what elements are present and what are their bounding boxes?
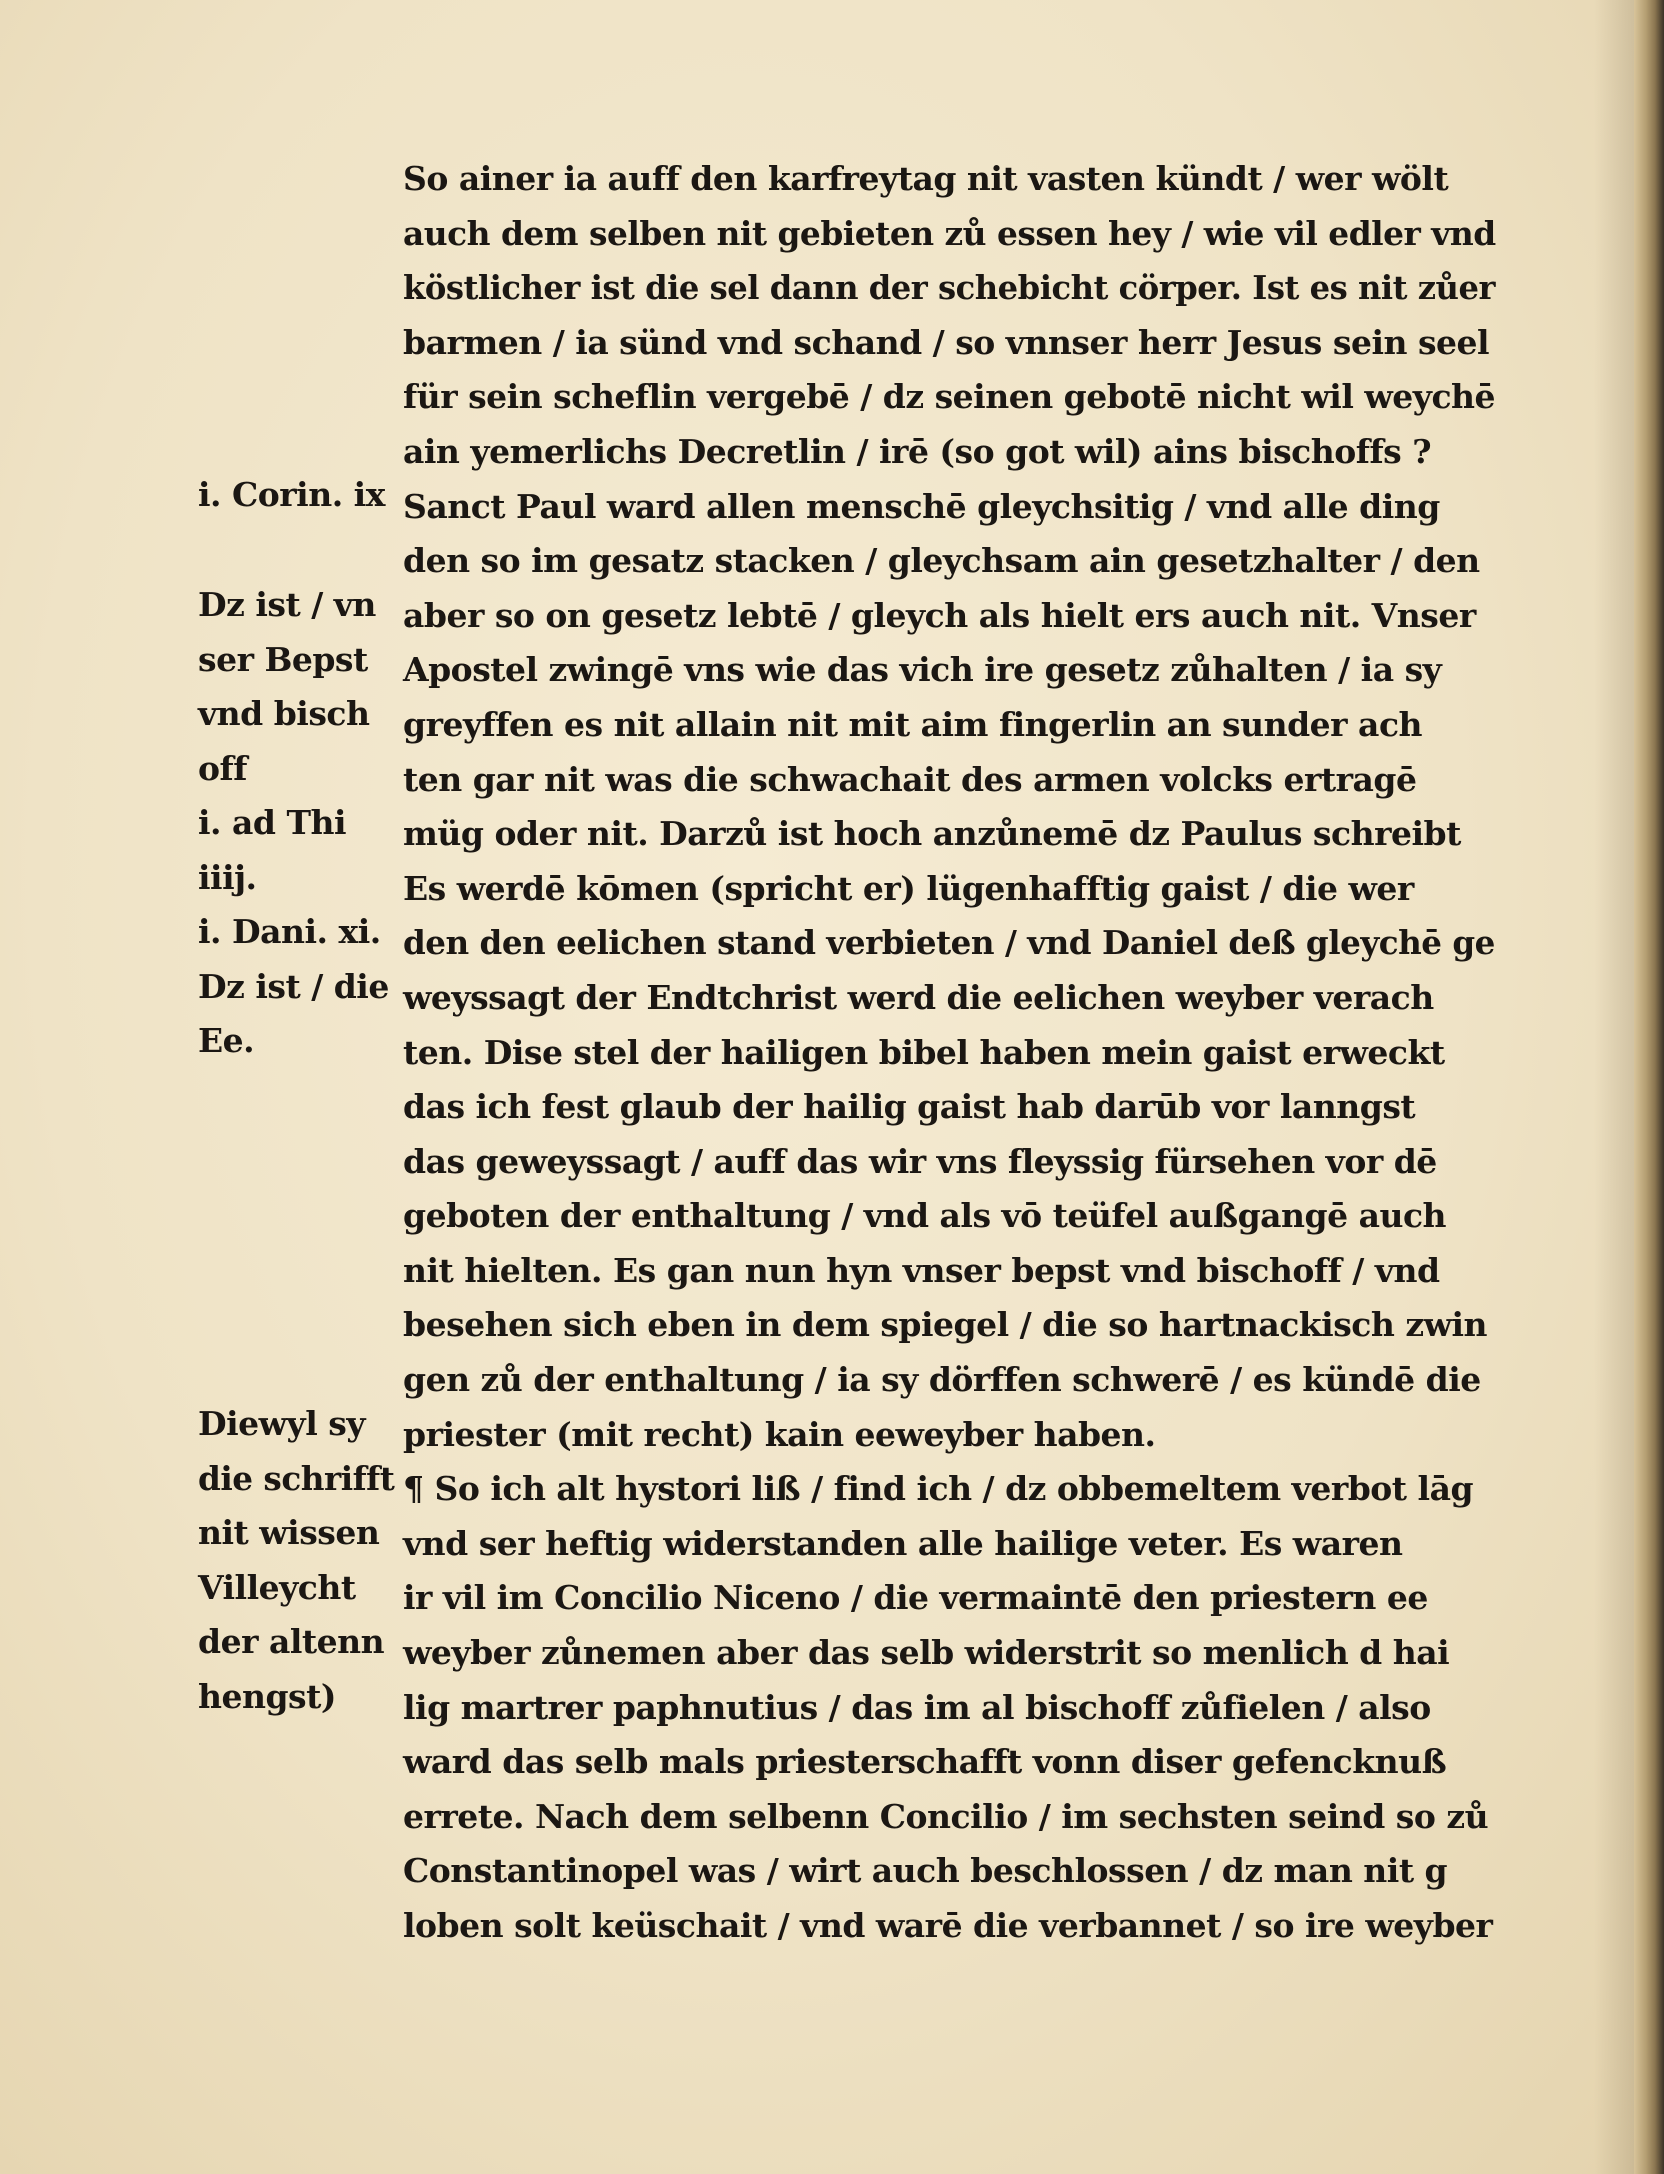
text-line: greyffen es nit allain nit mit aim fingerlin an sunder ach [403,704,1423,744]
margin-note-line: ser Bepst [198,639,368,679]
margin-note-popes [198,578,398,796]
margin-note-line: Dz ist / vn [198,585,376,624]
text-line: gen zů der enthaltung / ia sy dörffen schwerē / es kündē die [403,1360,1481,1400]
text-line: barmen / ia sünd vnd schand / so vnnser herr Jesus sein seel [403,322,1490,362]
text-line: ¶ So ich alt hystori liß / find ich / dz obbemeltem verbot lāg [403,1469,1474,1509]
text-line: ain yemerlichs Decretlin / irē (so got wil) ains bischoffs ? [403,431,1432,471]
page-gutter-shadow [1594,0,1634,2174]
margin-note-line: Ee. [198,1021,255,1061]
text-line: Apostel zwingē vns wie das vich ire gesetz zůhalten / ia sy [403,650,1442,690]
text-line: Constantinopel was / wirt auch beschlossen / dz man nit g [403,1851,1448,1891]
margin-note-line: der altenn [198,1622,385,1662]
margin-note-line: i. ad Thi [198,803,347,842]
margin-note-line: Villeycht [198,1567,356,1607]
margin-note-line: iiij. [198,857,257,897]
text-line: geboten der enthaltung / vnd als vō teüfel außgangē auch [403,1196,1447,1236]
text-line: für sein scheflin vergebē / dz seinen gebotē nicht wil weychē [403,377,1496,417]
margin-note-line: nit wissen [198,1513,380,1553]
text-line: auch dem selben nit gebieten zů essen hey / wie vil edler vnd [403,213,1496,253]
text-line: müg oder nit. Darzů ist hoch anzůnemē dz Paulus schreibt [403,814,1461,854]
margin-note-corinthians [198,468,398,523]
margin-note-line: die schrifft [198,1458,395,1498]
margin-note-line: hengst) [198,1676,336,1716]
text-line: loben solt keüschait / vnd warē die verbannet / so ire weyber [403,1906,1493,1945]
text-line: Es werdē kōmen (spricht er) lügenhafftig gaist / die wer [403,868,1414,908]
text-line: So ainer ia auff den karfreytag nit vasten kündt / wer wölt [403,159,1449,198]
text-line: ir vil im Concilio Niceno / die vermaintē den priestern ee [403,1578,1428,1618]
text-line: den den eelichen stand verbieten / vnd Daniel deß gleychē ge [403,923,1495,963]
margin-note-line: Diewyl sy [198,1404,366,1443]
text-line: aber so on gesetz lebtē / gleych als hielt ers auch nit. Vnser [403,595,1476,635]
margin-note-line: Dz ist / die [198,966,389,1006]
text-line: ten gar nit was die schwachait des armen volcks ertragē [403,759,1417,799]
text-line: ward das selb mals priesterschafft vonn diser gefencknuß [403,1742,1447,1782]
text-line: köstlicher ist die sel dann der schebicht cörper. Ist es nit zůer [403,268,1495,308]
text-line: besehen sich eben in dem spiegel / die so hartnackisch zwin [403,1305,1488,1345]
text-line: lig martrer paphnutius / das im al bischoff zůfielen / also [403,1687,1431,1727]
text-line: vnd ser heftig widerstanden alle hailige veter. Es waren [403,1523,1403,1563]
book-edge [1634,0,1664,2174]
margin-note-line: off [198,748,247,788]
text-line: weyber zůnemen aber das selb widerstrit so menlich d hai [403,1633,1450,1673]
text-line: priester (mit recht) kain eeweyber haben. [403,1414,1156,1454]
margin-note-line: vnd bisch [198,694,370,734]
margin-note-scripture [198,1397,398,1725]
margin-note-timothy-daniel [198,796,398,1069]
text-line: nit hielten. Es gan nun hyn vnser bepst vnd bischoff / vnd [403,1250,1440,1290]
text-line: ten. Dise stel der hailigen bibel haben mein gaist erweckt [403,1032,1445,1072]
text-line: weyssagt der Endtchrist werd die eelichen weyber verach [403,977,1434,1017]
text-line: errete. Nach dem selbenn Concilio / im sechsten seind so zů [403,1796,1489,1836]
margin-note-line: i. Dani. xi. [198,912,381,952]
text-line: den so im gesatz stacken / gleychsam ain gesetzhalter / den [403,541,1480,581]
margin-note-line: i. Corin. ix [198,475,385,514]
main-text-block [403,152,1503,1954]
text-line: das ich fest glaub der hailig gaist hab darūb vor lanngst [403,1087,1416,1127]
text-line: Sanct Paul ward allen menschē gleychsitig / vnd alle ding [403,486,1440,526]
text-line: das geweyssagt / auff das wir vns fleyssig fürsehen vor dē [403,1141,1437,1181]
